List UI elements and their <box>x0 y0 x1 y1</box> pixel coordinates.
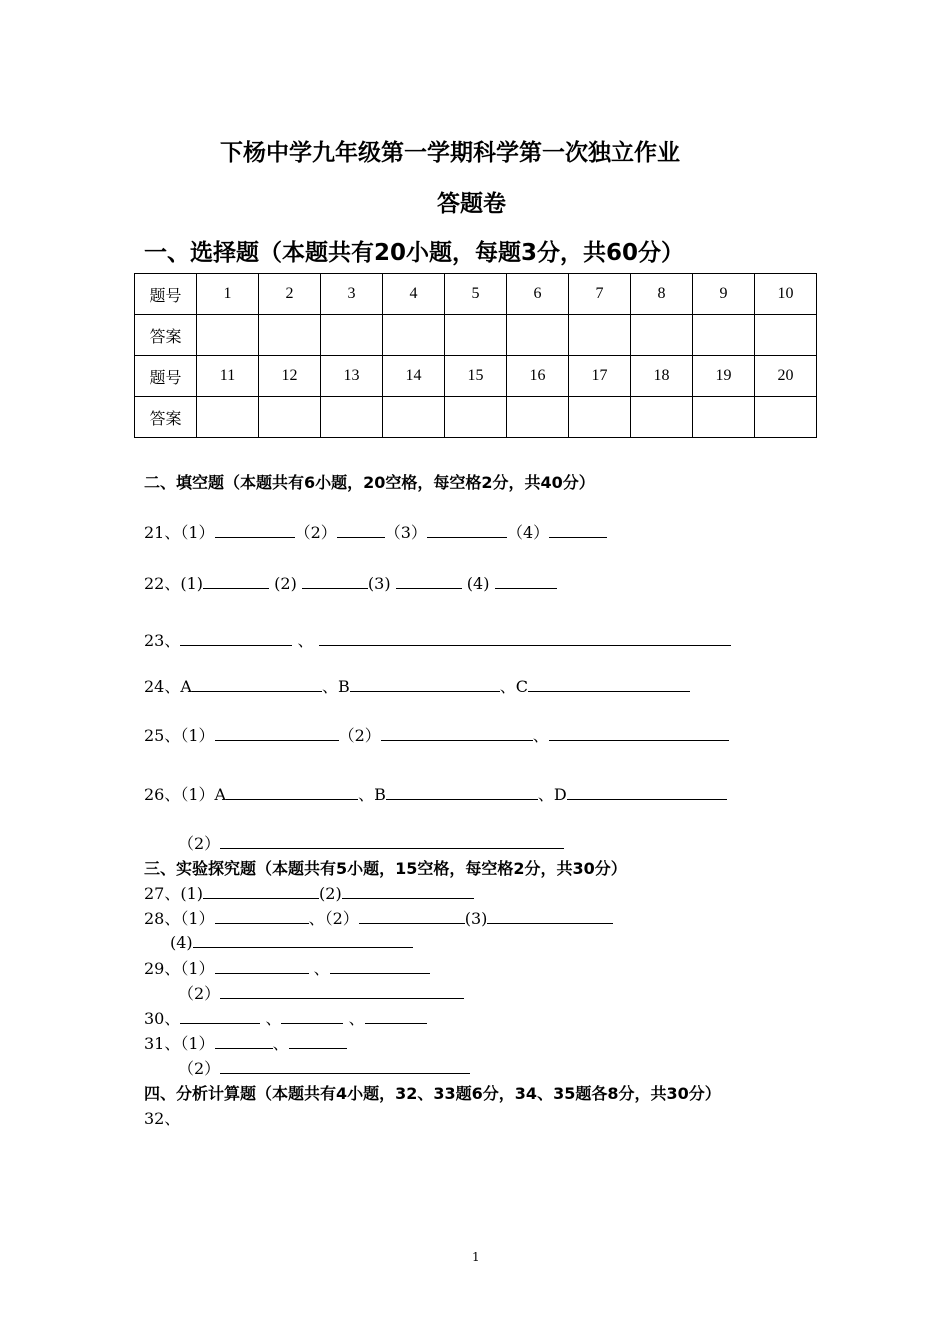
question-26-part2 <box>178 831 564 854</box>
answer-cell[interactable] <box>755 397 817 438</box>
answer-blank[interactable] <box>337 521 385 538</box>
answer-cell[interactable] <box>569 315 631 356</box>
question-number: 28、 <box>144 909 181 928</box>
option-label: 、D <box>537 785 567 804</box>
part-label: (1) <box>180 884 204 903</box>
part-label: （1） <box>180 909 215 928</box>
answer-cell[interactable] <box>693 397 755 438</box>
table-row <box>135 356 817 397</box>
part-label: （4） <box>506 523 550 542</box>
question-22 <box>144 571 557 594</box>
separator: 、 <box>532 726 549 745</box>
question-number-cell: 17 <box>569 356 631 397</box>
question-number-cell: 12 <box>259 356 321 397</box>
separator: 、 <box>272 1034 289 1053</box>
answer-blank[interactable] <box>215 521 295 538</box>
answer-table <box>134 273 817 438</box>
answer-cell[interactable] <box>693 315 755 356</box>
question-number: 29、 <box>144 959 181 978</box>
separator: 、 <box>313 959 330 978</box>
answer-blank[interactable] <box>396 572 462 589</box>
table-row <box>135 274 817 315</box>
part-label: （2） <box>338 726 381 745</box>
part-label: (2) <box>319 884 342 903</box>
option-label: 、B <box>321 677 350 696</box>
answer-blank[interactable] <box>495 572 557 589</box>
answer-blank[interactable] <box>350 675 500 692</box>
question-number-cell: 3 <box>321 274 383 315</box>
question-number-cell: 2 <box>259 274 321 315</box>
option-label: A <box>180 677 192 696</box>
answer-cell[interactable] <box>631 315 693 356</box>
answer-blank[interactable] <box>365 1007 427 1024</box>
section4-heading: 四、分析计算题（本题共有4小题，32、33题6分，34、35题各8分，共30分） <box>144 1084 721 1103</box>
answer-blank[interactable] <box>381 724 533 741</box>
document-title: 下杨中学九年级第一学期科学第一次独立作业 <box>220 140 680 166</box>
section1-heading: 一、选择题（本题共有20小题，每题3分，共60分） <box>144 240 685 266</box>
table-row-label: 题号 <box>135 274 197 315</box>
question-21 <box>144 520 607 543</box>
answer-blank[interactable] <box>549 521 607 538</box>
answer-blank[interactable] <box>302 572 368 589</box>
answer-blank[interactable] <box>220 832 564 849</box>
question-number-cell: 10 <box>755 274 817 315</box>
answer-blank[interactable] <box>386 783 538 800</box>
answer-blank[interactable] <box>549 724 729 741</box>
question-29-part2 <box>178 981 464 1004</box>
part-label: （1） <box>180 959 215 978</box>
answer-blank[interactable] <box>528 675 690 692</box>
part-label: （2） <box>294 523 337 542</box>
section2-heading: 二、填空题（本题共有6小题，20空格，每空格2分，共40分） <box>144 473 595 492</box>
option-label: 、B <box>358 785 386 804</box>
answer-cell[interactable] <box>445 315 507 356</box>
question-number: 30、 <box>144 1009 181 1028</box>
answer-blank[interactable] <box>215 724 339 741</box>
question-number-cell: 18 <box>631 356 693 397</box>
answer-blank[interactable] <box>427 521 507 538</box>
part-label: (2) <box>274 574 297 593</box>
part-label: （2） <box>178 834 221 853</box>
separator: 、 <box>265 1009 282 1028</box>
question-number: 27、 <box>144 884 181 903</box>
answer-blank[interactable] <box>319 629 731 646</box>
answer-cell[interactable] <box>507 397 569 438</box>
question-28-part4 <box>170 931 413 952</box>
section3-heading: 三、实验探究题（本题共有5小题，15空格，每空格2分，共30分） <box>144 859 627 878</box>
answer-cell[interactable] <box>507 315 569 356</box>
answer-cell[interactable] <box>259 315 321 356</box>
question-number-cell: 8 <box>631 274 693 315</box>
part-label: （1） <box>180 523 215 542</box>
answer-cell[interactable] <box>383 397 445 438</box>
part-label: （1） <box>180 726 215 745</box>
answer-blank[interactable] <box>226 783 358 800</box>
answer-blank[interactable] <box>487 907 613 924</box>
answer-blank[interactable] <box>215 957 309 974</box>
question-32: 32、 <box>144 1109 181 1128</box>
answer-cell[interactable] <box>259 397 321 438</box>
question-number-cell: 15 <box>445 356 507 397</box>
question-31-part2 <box>178 1056 470 1079</box>
answer-cell[interactable] <box>321 315 383 356</box>
part-label: (4) <box>170 933 193 952</box>
answer-blank[interactable] <box>203 572 269 589</box>
answer-blank[interactable] <box>330 957 430 974</box>
answer-blank[interactable] <box>203 882 319 899</box>
question-28 <box>144 906 613 929</box>
part-label: （2） <box>178 1059 221 1078</box>
question-number: 22、 <box>144 574 181 593</box>
part-label: （1）A <box>180 785 227 804</box>
question-number-cell: 6 <box>507 274 569 315</box>
question-number-cell: 19 <box>693 356 755 397</box>
part-label: (4) <box>466 574 490 593</box>
part-label: （3） <box>384 523 427 542</box>
question-number: 25、 <box>144 726 181 745</box>
answer-cell[interactable] <box>569 397 631 438</box>
answer-blank[interactable] <box>193 931 413 948</box>
answer-blank[interactable] <box>215 1032 273 1049</box>
answer-blank[interactable] <box>180 629 292 646</box>
answer-cell[interactable] <box>631 397 693 438</box>
answer-blank[interactable] <box>281 1007 343 1024</box>
answer-cell[interactable] <box>321 397 383 438</box>
question-number-cell: 9 <box>693 274 755 315</box>
answer-blank[interactable] <box>342 882 474 899</box>
answer-cell[interactable] <box>197 315 259 356</box>
answer-cell[interactable] <box>755 315 817 356</box>
table-row <box>135 397 817 438</box>
answer-blank[interactable] <box>180 1007 260 1024</box>
question-number-cell: 11 <box>197 356 259 397</box>
answer-blank[interactable] <box>192 675 322 692</box>
answer-blank[interactable] <box>359 907 465 924</box>
question-24 <box>144 674 690 697</box>
question-number-cell: 4 <box>383 274 445 315</box>
table-row-label: 题号 <box>135 356 197 397</box>
answer-blank[interactable] <box>567 783 727 800</box>
question-29 <box>144 956 430 979</box>
answer-cell[interactable] <box>197 397 259 438</box>
part-label: (3) <box>367 574 391 593</box>
part-label: （2） <box>178 984 221 1003</box>
question-number: 26、 <box>144 785 181 804</box>
question-number-cell: 1 <box>197 274 259 315</box>
part-label: (3) <box>464 909 488 928</box>
answer-blank[interactable] <box>289 1032 347 1049</box>
question-number-cell: 7 <box>569 274 631 315</box>
question-number: 21、 <box>144 523 181 542</box>
question-number: 31、 <box>144 1034 181 1053</box>
question-26 <box>144 782 727 805</box>
part-label: 、（2） <box>308 909 359 928</box>
question-27 <box>144 881 474 904</box>
separator: 、 <box>348 1009 365 1028</box>
answer-blank[interactable] <box>220 1057 470 1074</box>
table-row <box>135 315 817 356</box>
question-25 <box>144 723 729 746</box>
separator: 、 <box>297 631 314 650</box>
table-row-label: 答案 <box>135 315 197 356</box>
question-number: 23、 <box>144 631 181 650</box>
question-number: 24、 <box>144 677 181 696</box>
option-label: 、C <box>499 677 528 696</box>
answer-blank[interactable] <box>220 982 464 999</box>
question-31 <box>144 1031 347 1054</box>
document-subtitle: 答题卷 <box>437 191 506 217</box>
question-number-cell: 14 <box>383 356 445 397</box>
question-30 <box>144 1006 427 1029</box>
question-number-cell: 16 <box>507 356 569 397</box>
question-23 <box>144 628 731 651</box>
answer-cell[interactable] <box>445 397 507 438</box>
question-number-cell: 20 <box>755 356 817 397</box>
part-label: （1） <box>180 1034 215 1053</box>
part-label: (1) <box>180 574 204 593</box>
table-row-label: 答案 <box>135 397 197 438</box>
page-number: 1 <box>472 1250 480 1264</box>
question-number-cell: 13 <box>321 356 383 397</box>
answer-blank[interactable] <box>215 907 309 924</box>
answer-cell[interactable] <box>383 315 445 356</box>
question-number-cell: 5 <box>445 274 507 315</box>
